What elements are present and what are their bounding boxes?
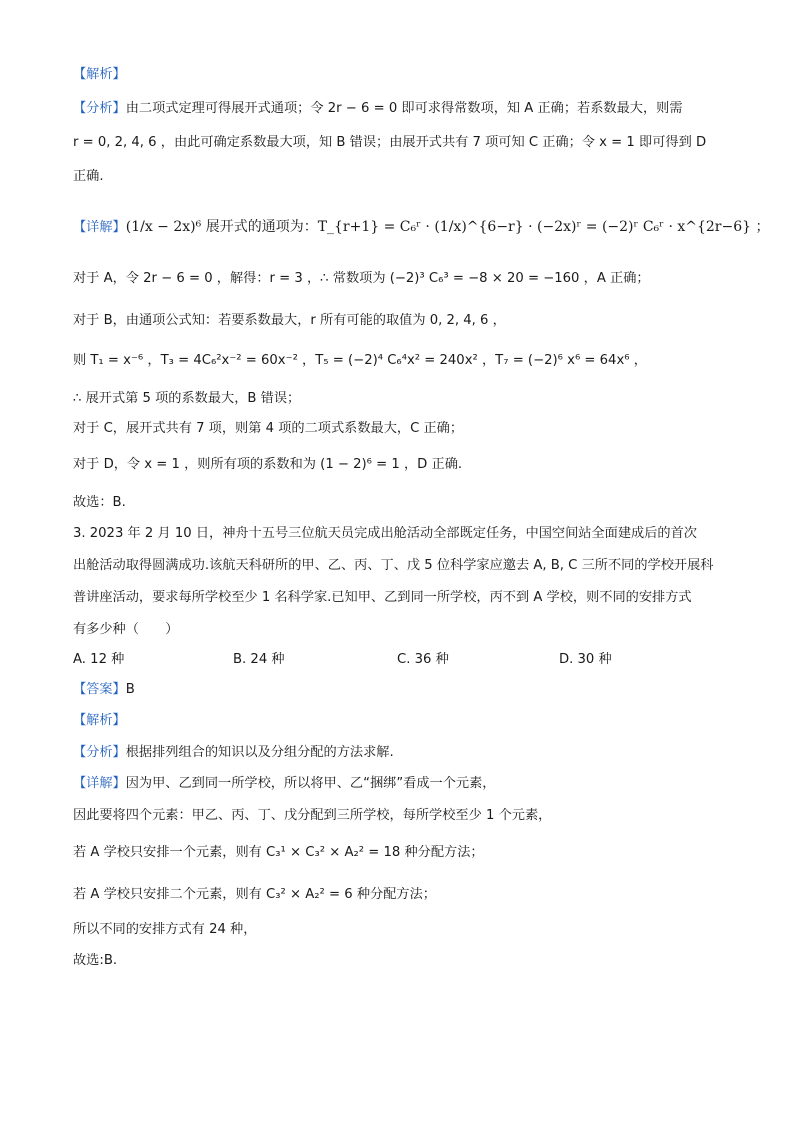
option-a-analysis: 对于 A，令 2r − 6 = 0 ，解得：r = 3 ，∴ 常数项为 (−2)³ C₆³ = −8 × 20 = −160 ，A 正确； — [73, 271, 650, 286]
option-b: B. 24 种 — [233, 652, 285, 667]
q3-xiangjie-4: 若 A 学校只安排二个元素，则有 C₃² × A₂² = 6 种分配方法； — [73, 887, 436, 902]
option-b-terms: 则 T₁ = x⁻⁶ ，T₃ = 4C₆²x⁻² = 60x⁻² ，T₅ = (−2)⁴ C₆⁴x² = 240x² ，T₇ = (−2)⁶ x⁶ = 64x⁶ ， — [73, 353, 647, 368]
fenxi-line-3: 正确. — [73, 169, 104, 184]
answer-line — [73, 679, 723, 701]
q3-stem-line-4: 有多少种（ ） — [73, 622, 179, 637]
q3-stem-line-3: 普讲座活动，要求每所学校至少 1 名科学家.已知甲、乙到同一所学校，丙不到 A 学校，则不同的安排方式 — [73, 590, 692, 605]
q3-stem-line-2: 出舱活动取得圆满成功.该航天科研所的甲、乙、丙、丁、戊 5 位科学家应邀去 A, B, C 三所不同的学校开展科 — [73, 558, 714, 573]
q3-xiangjie-1: 【详解】因为甲、乙到同一所学校，所以将甲、乙“捆绑”看成一个元素， — [73, 776, 496, 791]
jiexi-heading: 【解析】 — [73, 67, 126, 82]
q3-xiangjie-2: 因此要将四个元素：甲乙、丙、丁、戊分配到三所学校，每所学校至少 1 个元素， — [73, 808, 552, 823]
fenxi-tag: 【分析】 — [73, 101, 126, 116]
q3-stem-line-1: 3. 2023 年 2 月 10 日，神舟十五号三位航天员完成出舱活动全部既定任务，中国空间站全面建成后的首次 — [73, 526, 697, 541]
option-c: C. 36 种 — [397, 652, 449, 667]
q3-fenxi: 【分析】根据排列组合的知识以及分组分配的方法求解. — [73, 745, 394, 760]
option-c-analysis: 对于 C，展开式共有 7 项，则第 4 项的二项式系数最大，C 正确； — [73, 421, 464, 436]
q3-final-answer: 故选:B. — [73, 953, 118, 968]
option-b-conclusion: ∴ 展开式第 5 项的系数最大，B 错误； — [73, 391, 301, 406]
option-a: A. 12 种 — [73, 652, 125, 667]
q3-jiexi-heading: 【解析】 — [73, 713, 126, 728]
answer-value: B — [125, 682, 135, 697]
option-d: D. 30 种 — [559, 652, 612, 667]
xiangjie-line-1: 【详解】(1/x − 2x)⁶ 展开式的通项为：T_{r+1} = C₆ʳ · (1/x)^{6−r} · (−2x)ʳ = (−2)ʳ C₆ʳ · x^{2r−6} ； — [73, 219, 770, 235]
answer-tag: 【答案】 — [73, 682, 126, 697]
fenxi-line-1: 【分析】由二项式定理可得展开式通项；令 2r − 6 = 0 即可求得常数项，知 A 正确；若系数最大，则需 — [73, 101, 683, 116]
q3-options — [73, 649, 723, 671]
q3-xiangjie-5: 所以不同的安排方式有 24 种， — [73, 922, 257, 937]
final-answer-1: 故选：B. — [73, 495, 126, 510]
q3-xiangjie-3: 若 A 学校只安排一个元素，则有 C₃¹ × C₃² × A₂² = 18 种分配方法； — [73, 845, 484, 860]
option-b-analysis: 对于 B，由通项公式知：若要系数最大，r 所有可能的取值为 0, 2, 4, 6 ， — [73, 313, 506, 328]
fenxi-line-2: r = 0, 2, 4, 6 ，由此可确定系数最大项，知 B 错误；由展开式共有 7 项可知 C 正确；令 x = 1 即可得到 D — [73, 135, 707, 150]
xiangjie-tag: 【详解】 — [73, 220, 126, 235]
option-d-analysis: 对于 D，令 x = 1 ，则所有项的系数和为 (1 − 2)⁶ = 1 ，D 正确. — [73, 457, 463, 472]
